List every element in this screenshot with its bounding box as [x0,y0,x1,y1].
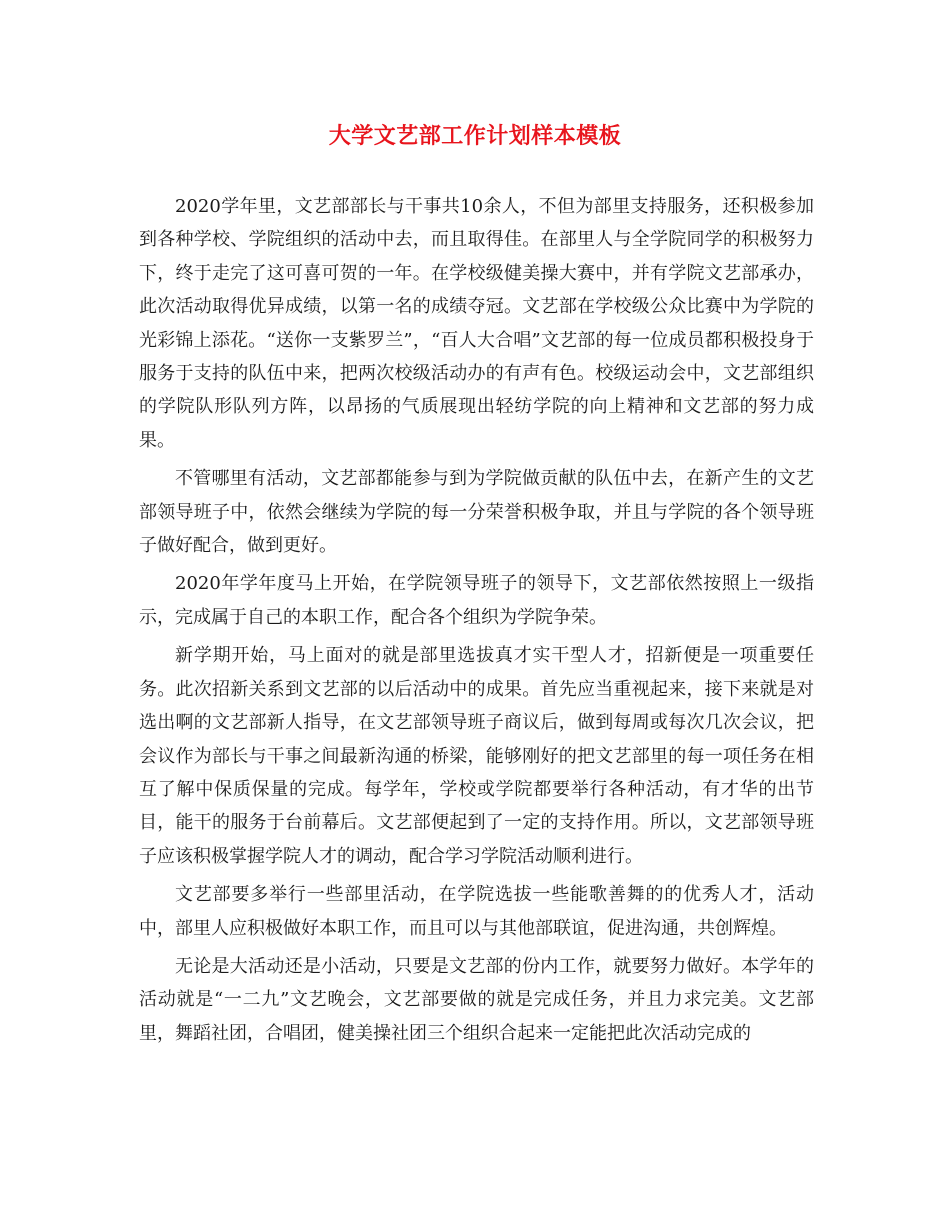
document-title: 大学文艺部工作计划样本模板 [328,123,622,149]
paragraph: 2020年学年度马上开始，在学院领导班子的领导下，文艺部依然按照上一级指示，完成属于自己的本职工作，配合各个组织为学院争荣。 [139,573,814,628]
paragraph: 2020学年里，文艺部部长与干事共10余人，不但为部里支持服务，还积极参加到各种学校、学院组织的活动中去，而且取得佳。在部里人与全学院同学的积极努力下，终于走完了这可喜可贺的一年。在学校级健美操大赛中，并有学院文艺部承办，此次活动取得优异成绩，以第一名的成绩夺冠。文艺部在学校级公众比赛中为学院的光彩锦上添花。“送你一支紫罗兰”，“百人大合唱”文艺部的每一位成员都积极投身于服务于支持的队伍中来，把两次校级活动办的有声有色。校级运动会中，文艺部组织的学院队形队列方阵，以昂扬的气质展现出轻纺学院的向上精神和文艺部的努力成果。 [139,196,814,451]
paragraph: 新学期开始，马上面对的就是部里选拔真才实干型人才，招新便是一项重要任务。此次招新关系到文艺部的以后活动中的成果。首先应当重视起来，接下来就是对选出啊的文艺部新人指导，在文艺部领导班子商议后，做到每周或每次几次会议，把会议作为部长与干事之间最新沟通的桥梁，能够刚好的把文艺部里的每一项任务在相互了解中保质保量的完成。每学年，学校或学院都要举行各种活动，有才华的出节目，能干的服务于台前幕后。文艺部便起到了一定的支持作用。所以，文艺部领导班子应该积极掌握学院人才的调动，配合学习学院活动顺利进行。 [139,645,814,867]
paragraph: 文艺部要多举行一些部里活动，在学院选拔一些能歌善舞的的优秀人才，活动中，部里人应积极做好本职工作，而且可以与其他部联谊，促进沟通，共创辉煌。 [139,884,814,939]
paragraph: 无论是大活动还是小活动，只要是文艺部的份内工作，就要努力做好。本学年的活动就是“一二九”文艺晚会，文艺部要做的就是完成任务，并且力求完美。文艺部里，舞蹈社团，合唱团，健美操社团三个组织合起来一定能把此次活动完成的 [139,955,814,1044]
paragraph: 不管哪里有活动，文艺部都能参与到为学院做贡献的队伍中去，在新产生的文艺部领导班子中，依然会继续为学院的每一分荣誉积极争取，并且与学院的各个领导班子做好配合，做到更好。 [139,468,814,557]
document-body [139,190,814,1055]
